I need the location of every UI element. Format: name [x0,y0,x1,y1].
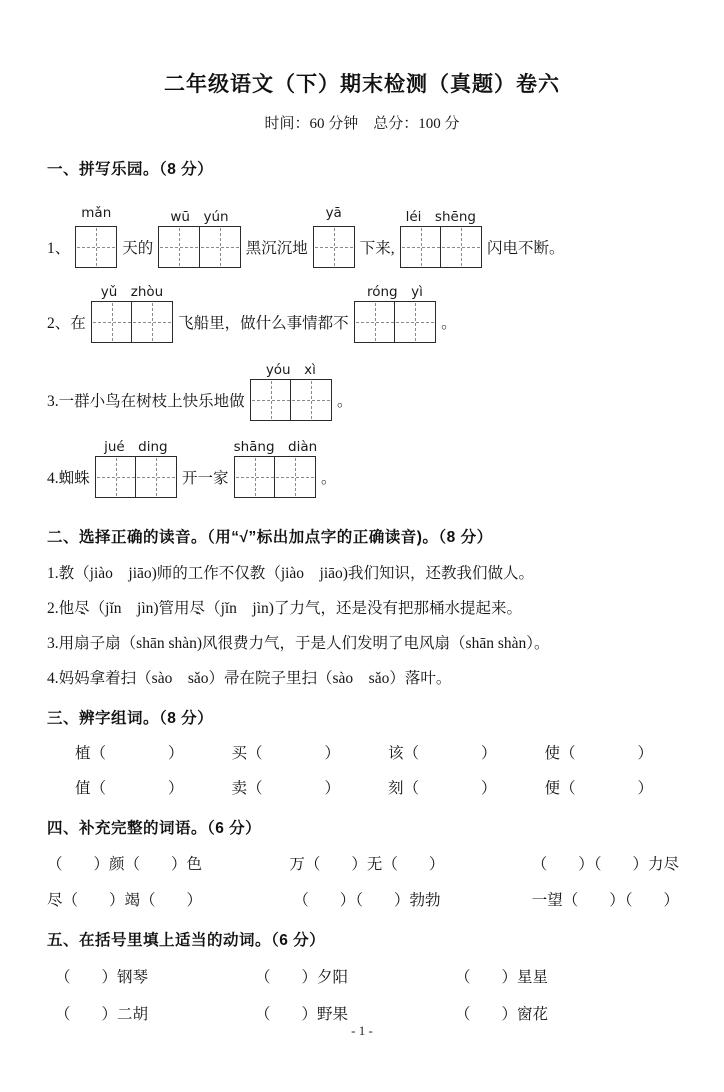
dotted-char: 扇 • [105,632,121,655]
verb-blank-item: （ ）钢琴 [55,969,149,986]
pinyin-question-4 [47,439,724,499]
text-segment: 2.他 [47,600,75,617]
idiom-row-1 [47,852,679,874]
idiom-row-2 [47,888,679,910]
pinyin-label: shāng diàn [233,439,318,455]
text-segment: （sào sǎo）落叶。 [317,670,452,687]
idiom-blank-item: （ ）（ ）勃勃 [293,892,441,909]
verb-row-1 [55,965,724,987]
text-segment: （jǐn jìn)管用 [89,600,190,617]
text-segment: 。 [337,393,353,410]
verb-blank-item: （ ）野果 [255,1006,349,1023]
word-blank-item: 卖（ ） [231,780,340,797]
word-form-row-2 [75,776,653,798]
text-segment: （shān shàn）。 [450,635,550,652]
section-3-heading: 三、辨字组词。（8 分） [47,710,214,727]
pinyin-label: mǎn [81,205,112,221]
answer-cell[interactable] [75,226,117,268]
answer-cell[interactable] [250,379,292,421]
dotted-char: 教 • [250,562,266,585]
dotted-char: 教 • [59,562,75,585]
pinyin-label: wū yún [170,209,229,225]
answer-cell[interactable] [274,456,316,498]
pronunciation-item-1 [47,562,724,585]
text-segment: （shān shàn)风很费力气，于是人们发明了电风 [120,635,435,652]
text-segment: 闪电不断。 [487,240,565,257]
dotted-char: 尽 • [190,597,206,620]
text-segment: 4.蜘蛛 [47,470,90,487]
idiom-blank-item: 万（ ）无（ ） [289,856,445,873]
answer-box-group [354,284,436,343]
pinyin-label: léi shēng [405,209,476,225]
answer-box-group [250,362,332,421]
idiom-blank-item: （ ）（ ）力尽 [531,856,679,873]
page-number: - 1 - [351,1023,373,1038]
text-segment: 1. [47,565,59,582]
answer-box-group [233,439,318,498]
text-segment: 。 [441,315,457,332]
text-segment: 4.妈妈拿着 [47,670,121,687]
answer-cell[interactable] [313,226,355,268]
pinyin-label: yā [325,205,342,221]
verb-row-2 [55,1002,724,1024]
word-form-row-1 [75,741,653,763]
idiom-blank-item: 尽（ ）竭（ ） [47,892,203,909]
word-blank-item: 值（ ） [75,780,184,797]
pinyin-label: yǔ zhòu [100,284,164,300]
text-segment: （jiào jiāo)师的工作不仅 [74,565,250,582]
dotted-char: 扫 • [301,667,317,690]
answer-cell[interactable] [95,456,137,498]
page-title: 二年级语文（下）期末检测（真题）卷六 [164,73,560,96]
verb-blank-item: （ ）星星 [455,969,549,986]
answer-cell[interactable] [158,226,200,268]
answer-box-group [95,439,177,498]
pronunciation-item-2 [47,597,724,620]
text-segment: （jiào jiāo)我们知识，还教我们做人。 [265,565,534,582]
pinyin-question-1 [47,205,724,269]
pronunciation-item-4 [47,667,724,690]
text-segment: 飞船里，做什么事情都不 [178,315,349,332]
answer-cell[interactable] [400,226,442,268]
answer-cell[interactable] [394,301,436,343]
text-segment: （jǐn jìn)了力气，还是没有把那桶水提起来。 [205,600,522,617]
word-blank-item: 该（ ） [387,745,497,762]
text-segment: 。 [320,470,337,487]
section-1-heading: 一、拼写乐园。（8 分） [47,161,214,178]
question-number: 1、 [47,240,71,257]
verb-blank-item: （ ）窗花 [455,1006,549,1023]
section-5-heading: 五、在括号里填上适当的动词。（6 分） [47,932,326,949]
word-blank-item: 使（ ） [544,745,653,762]
word-blank-item: 刻（ ） [387,780,497,797]
answer-box-group [75,205,117,268]
text-segment: 3.用扇子 [47,635,106,652]
pinyin-label: jué ding [104,439,168,455]
answer-box-group [313,205,355,268]
verb-blank-item: （ ）夕阳 [255,969,349,986]
text-segment: 开一家 [182,470,229,487]
answer-cell[interactable] [290,379,332,421]
word-blank-item: 买（ ） [231,745,340,762]
section-4-heading: 四、补充完整的词语。（6 分） [47,820,262,837]
text-segment: 黑沉沉地 [245,240,308,257]
dotted-char: 尽 • [74,597,90,620]
answer-box-group [400,209,482,268]
answer-cell[interactable] [234,456,276,498]
answer-cell[interactable] [135,456,177,498]
text-segment: 下来, [359,240,395,257]
pinyin-question-3 [47,362,724,422]
section-2-heading: 二、选择正确的读音。（用“√”标出加点字的正确读音)。（8 分） [47,529,493,546]
verb-blank-item: （ ）二胡 [55,1006,149,1023]
word-blank-item: 便（ ） [544,780,653,797]
idiom-blank-item: （ ）颜（ ）色 [47,856,203,873]
pinyin-label: róng yì [366,284,423,300]
dotted-char: 扇 • [435,632,451,655]
text-segment: （sào sǎo）帚在院子里 [136,670,302,687]
word-blank-item: 植（ ） [75,745,184,762]
text-segment: 2、在 [47,315,86,332]
text-segment: 3.一群小鸟在树枝上快乐地做 [47,393,245,410]
text-segment: 天的 [122,240,154,257]
answer-cell[interactable] [440,226,482,268]
idiom-blank-item: 一望（ ）（ ） [531,892,679,909]
answer-cell[interactable] [199,226,241,268]
answer-box-group [91,284,173,343]
exam-time-score: 时间：60 分钟 总分：100 分 [264,116,460,132]
answer-box-group [158,209,240,268]
answer-cell[interactable] [354,301,396,343]
answer-cell[interactable] [131,301,173,343]
pinyin-label: yóu xì [265,362,316,378]
answer-cell[interactable] [91,301,133,343]
pronunciation-item-3 [47,632,724,655]
pinyin-question-2 [47,284,724,344]
dotted-char: 扫 • [121,667,137,690]
